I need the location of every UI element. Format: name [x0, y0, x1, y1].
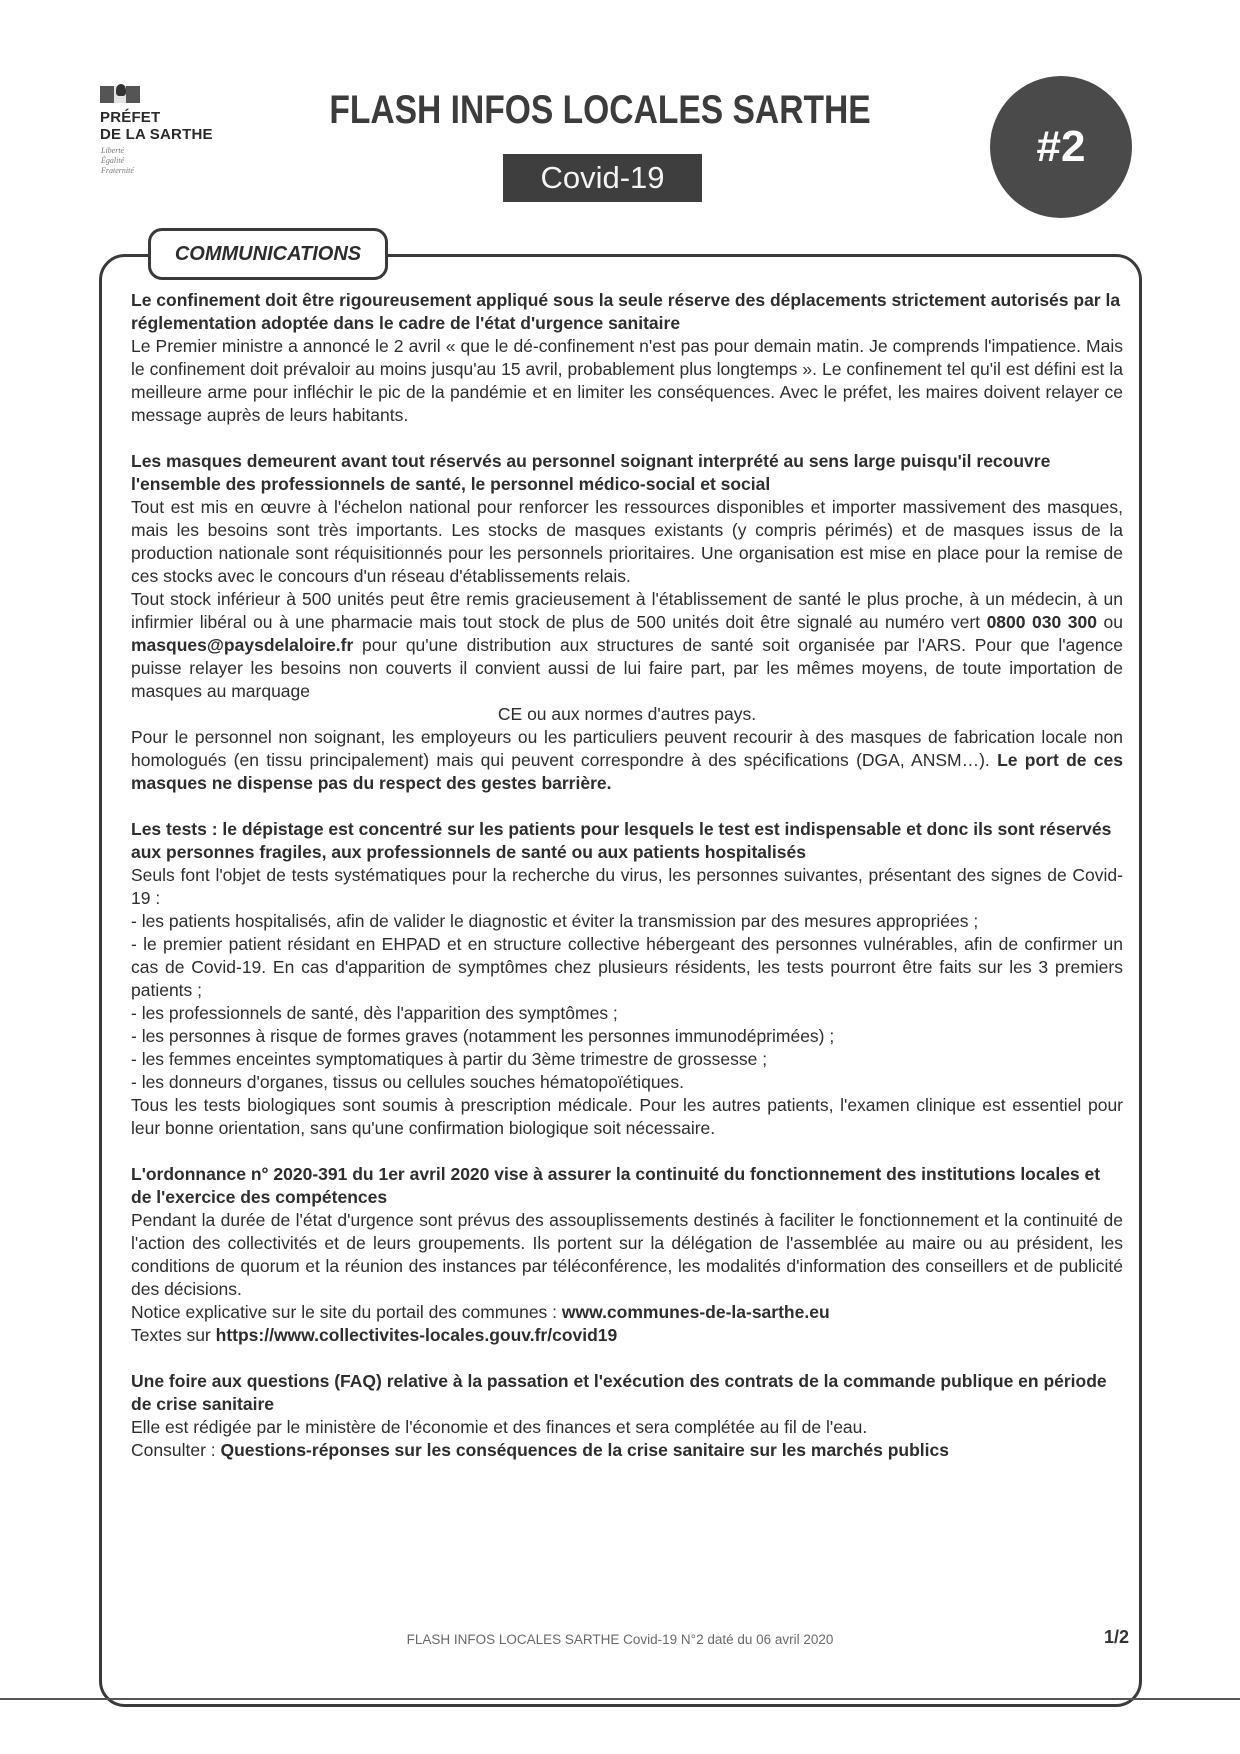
paragraph: Pour le personnel non soignant, les employeurs ou les particuliers peuvent recourir à des masques de fabrication locale non homologués (en tissu principalement) mais qui peuvent correspondre à des spécifications (DGA, ANSM…). Le port de ces masques ne dispense pas du respect des gestes barrière.: [131, 727, 1123, 793]
paragraph: Tout stock inférieur à 500 unités peut être remis gracieusement à l'établissement de santé le plus proche, à un médecin, à un infirmier libéral ou à une pharmacie mais tout stock de plus de 500 unités doit être signalé au numéro vert 0800 030 300 ou masques@paysdelaloire.fr pour qu'une distribution aux structures de santé soit organisée par l'ARS. Pour que l'agence puisse relayer les besoins non couverts il convient aussi de lui faire part, par les mêmes moyens, de toute importation de masques au marquage: [131, 589, 1123, 701]
list-item: - les femmes enceintes symptomatiques à partir du 3ème trimestre de grossesse ;: [131, 1049, 768, 1069]
section-heading: Les masques demeurent avant tout réservés au personnel soignant interprété au sens large puisqu'il recouvre l'ensemble des professionnels de santé, le personnel médico-social et social: [131, 451, 1051, 494]
section-tests: [131, 818, 1123, 1140]
paragraph: Tout est mis en œuvre à l'échelon national pour renforcer les ressources disponibles et importer massivement des masques, mais les besoins sont très importants. Les stocks de masques existants (y compris périmés) et de masques issus de la production nationale sont réquisitionnés pour les personnels prioritaires. Une organisation est mise en place pour la remise de ces stocks avec le concours d'un réseau d'établissements relais.: [131, 497, 1123, 586]
paragraph: Tous les tests biologiques sont soumis à prescription médicale. Pour les autres patients, l'examen clinique est essentiel pour leur bonne orientation, sans qu'une confirmation biologique soit nécessaire.: [131, 1095, 1123, 1138]
logo-line-2: DE LA SARTHE: [100, 126, 213, 143]
section-ordonnance: [131, 1163, 1123, 1347]
footer-text: FLASH INFOS LOCALES SARTHE Covid-19 N°2 daté du 06 avril 2020: [406, 1632, 834, 1647]
logo-line-1: PRÉFET: [100, 109, 161, 126]
list-item: - les personnes à risque de formes graves (notamment les personnes immunodéprimées) ;: [131, 1026, 835, 1046]
faq-link[interactable]: Questions-réponses sur les conséquences de la crise sanitaire sur les marchés publics: [220, 1440, 949, 1460]
subtitle-box: Covid-19: [503, 154, 702, 202]
marianne-flag-icon: [100, 86, 140, 103]
paragraph: Textes sur https://www.collectivites-locales.gouv.fr/covid19: [131, 1325, 618, 1345]
page-rule: [0, 1698, 1240, 1700]
section-masques: [131, 450, 1123, 795]
collectivites-link[interactable]: https://www.collectivites-locales.gouv.fr/covid19: [215, 1325, 618, 1345]
email-link[interactable]: masques@paysdelaloire.fr: [131, 635, 354, 655]
paragraph: Consulter : Questions-réponses sur les conséquences de la crise sanitaire sur les marchés publics: [131, 1440, 949, 1460]
section-faq: [131, 1370, 1123, 1462]
paragraph: Le Premier ministre a annoncé le 2 avril « que le dé-confinement n'est pas pour demain matin. Je comprends l'impatience. Mais le confinement doit prévaloir au moins jusqu'au 15 avril, probablement plus longtemps ». Le confinement tel qu'il est défini est la meilleure arme pour infléchir le pic de la pandémie et en limiter les conséquences. Avec le préfet, les maires doivent relayer ce message auprès de leurs habitants.: [131, 336, 1123, 425]
issue-badge: #2: [990, 76, 1132, 218]
motto-egalite: Égalité: [101, 156, 125, 165]
portal-link[interactable]: www.communes-de-la-sarthe.eu: [561, 1302, 830, 1322]
paragraph: CE ou aux normes d'autres pays.: [497, 704, 757, 724]
section-tab-communications: COMMUNICATIONS: [148, 228, 388, 280]
motto-liberte: Liberté: [101, 146, 125, 155]
paragraph: Elle est rédigée par le ministère de l'économie et des finances et sera complétée au fil de l'eau.: [131, 1417, 868, 1437]
paragraph: Notice explicative sur le site du portail des communes : www.communes-de-la-sarthe.eu: [131, 1302, 830, 1322]
page-title: FLASH INFOS LOCALES SARTHE: [329, 88, 871, 132]
section-heading: Une foire aux questions (FAQ) relative à la passation et l'exécution des contrats de la commande publique en période de crise sanitaire: [131, 1371, 1107, 1414]
list-item: - le premier patient résidant en EHPAD et en structure collective hébergeant des personnes vulnérables, afin de confirmer un cas de Covid-19. En cas d'apparition de symptômes chez plusieurs résidents, les tests pourront être faits sur les 3 premiers patients ;: [131, 934, 1123, 1000]
list-item: - les donneurs d'organes, tissus ou cellules souches hématopoïétiques.: [131, 1072, 684, 1092]
list-item: - les professionnels de santé, dès l'apparition des symptômes ;: [131, 1003, 618, 1023]
section-heading: Les tests : le dépistage est concentré sur les patients pour lesquels le test est indispensable et donc ils sont réservés aux personnes fragiles, aux professionnels de santé ou aux patients hospitalisés: [131, 819, 1112, 862]
paragraph: Seuls font l'objet de tests systématiques pour la recherche du virus, les personnes suivantes, présentant des signes de Covid-19 :: [131, 865, 1123, 908]
motto-fraternite: Fraternité: [101, 166, 134, 175]
emphasis: Le port de ces masques ne dispense pas du respect des gestes barrière.: [131, 750, 1123, 793]
page-number: 1/2: [1104, 1627, 1130, 1647]
section-confinement: [131, 289, 1123, 427]
section-heading: L'ordonnance n° 2020-391 du 1er avril 2020 vise à assurer la continuité du fonctionnement des institutions locales et de l'exercice des compétences: [131, 1164, 1101, 1207]
list-item: - les patients hospitalisés, afin de valider le diagnostic et éviter la transmission par des mesures appropriées ;: [131, 911, 979, 931]
section-heading: Le confinement doit être rigoureusement appliqué sous la seule réserve des déplacements strictement autorisés par la réglementation adoptée dans le cadre de l'état d'urgence sanitaire: [131, 290, 1121, 333]
phone-number: 0800 030 300: [986, 612, 1097, 632]
paragraph: Pendant la durée de l'état d'urgence sont prévus des assouplissements destinés à faciliter le fonctionnement et la continuité de l'action des collectivités et de leurs groupements. Ils portent sur la délégation de l'assemblée au maire ou au président, les conditions de quorum et la réunion des instances par téléconférence, les modalités d'information des conseillers et de publicité des décisions.: [131, 1210, 1123, 1299]
article-body: [131, 289, 1123, 1485]
